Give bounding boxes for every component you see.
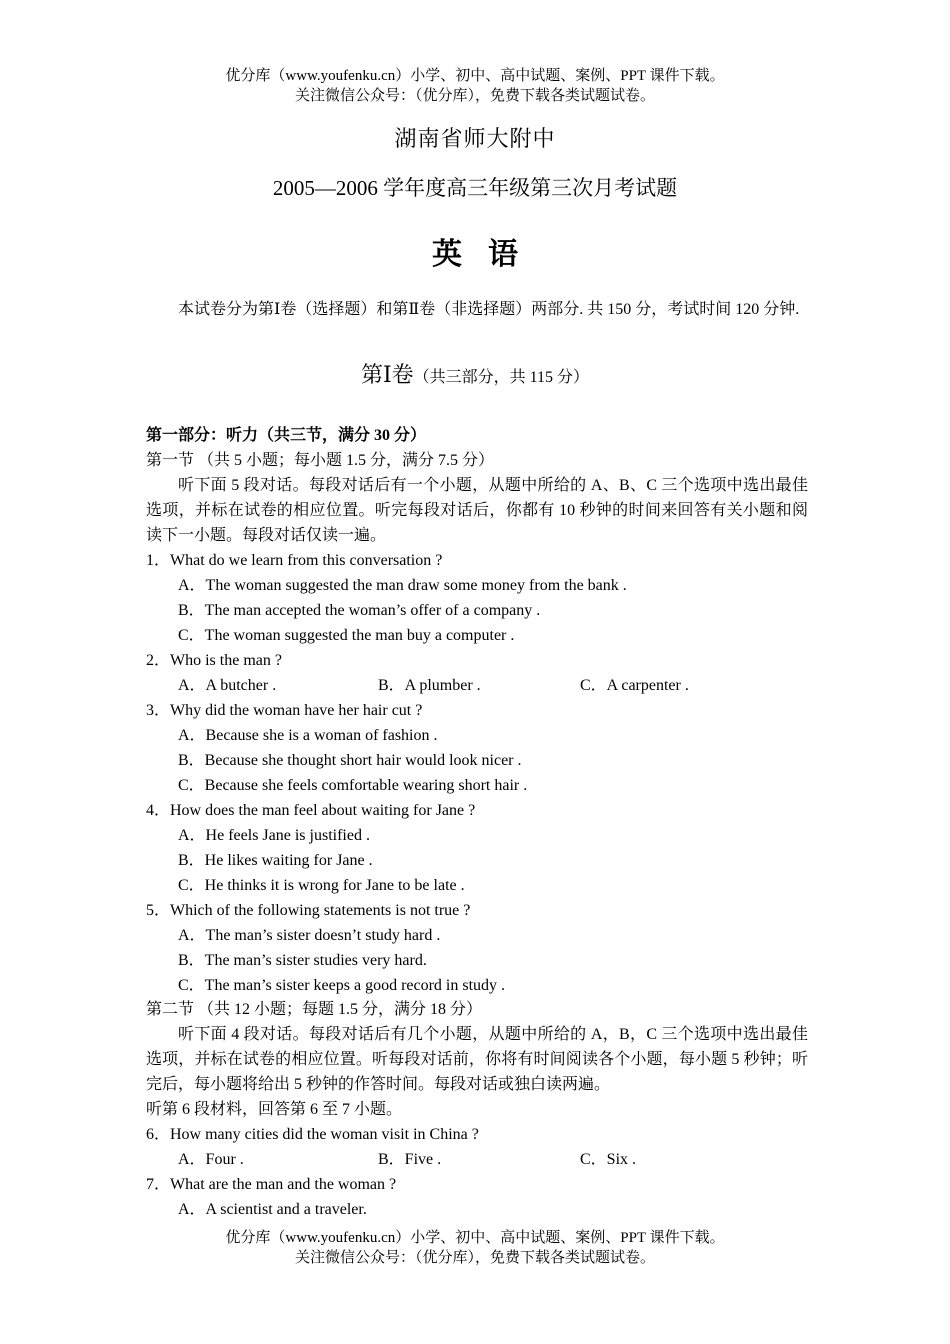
part1-heading: 第一部分：听力（共三节，满分 30 分） [146, 427, 427, 444]
q6-option-a: A．Four . [178, 1151, 244, 1168]
q2-option-c: C．A carpenter . [580, 677, 689, 694]
section1-heading: 第一节 （共 5 小题；每小题 1.5 分，满分 7.5 分） [146, 452, 495, 469]
q5-option-c: C．The man’s sister keeps a good record in study . [178, 977, 506, 994]
footer-line-1: 优分库（www.youfenku.cn）小学、初中、高中试题、案例、PPT 课件下载。 [225, 1230, 725, 1246]
q5-option-b: B．The man’s sister studies very hard. [178, 952, 427, 969]
question-3: 3．Why did the woman have her hair cut ? [146, 702, 423, 719]
q1-option-c: C．The woman suggested the man buy a computer . [178, 627, 515, 644]
header-line-1: 优分库（www.youfenku.cn）小学、初中、高中试题、案例、PPT 课件下载。 [225, 68, 725, 84]
question-7: 7．What are the man and the woman ? [146, 1176, 397, 1193]
question-5: 5．Which of the following statements is not true ? [146, 902, 471, 919]
header-line-2: 关注微信公众号：（优分库），免费下载各类试题试卷。 [294, 88, 655, 104]
section2-material: 听第 6 段材料，回答第 6 至 7 小题。 [146, 1101, 403, 1118]
q5-option-a: A．The man’s sister doesn’t study hard . [178, 927, 441, 944]
q3-option-c: C．Because she feels comfortable wearing short hair . [178, 777, 528, 794]
q4-option-c: C．He thinks it is wrong for Jane to be late . [178, 877, 465, 894]
q3-option-a: A．Because she is a woman of fashion . [178, 727, 438, 744]
q4-option-a: A．He feels Jane is justified . [178, 827, 370, 844]
section1-instructions: 听下面 5 段对话。每段对话后有一个小题，从题中所给的 A、B、C 三个选项中选出最佳选项，并标在试卷的相应位置。听完每段对话后，你都有 10 秒钟的时间来回答有关小题和阅读下一小题。每段对话仅读一遍。 [146, 477, 808, 544]
question-2: 2．Who is the man ? [146, 652, 282, 669]
question-6: 6．How many cities did the woman visit in China ? [146, 1126, 479, 1143]
subject-title: 英语 [432, 238, 544, 271]
volume-heading [0, 358, 950, 389]
exam-intro: 本试卷分为第Ⅰ卷（选择题）和第Ⅱ卷（非选择题）两部分. 共 150 分，考试时间 120 分钟. [178, 301, 800, 318]
q1-option-b: B．The man accepted the woman’s offer of a company . [178, 602, 541, 619]
q2-option-b: B．A plumber . [378, 677, 481, 694]
volume-label: 第Ⅰ卷 [360, 362, 414, 387]
q4-option-b: B．He likes waiting for Jane . [178, 852, 373, 869]
volume-note: （共三部分，共 115 分） [413, 369, 590, 386]
section2-heading: 第二节 （共 12 小题；每题 1.5 分，满分 18 分） [146, 1001, 483, 1018]
q2-option-a: A．A butcher . [178, 677, 277, 694]
footer-line-2: 关注微信公众号：（优分库），免费下载各类试题试卷。 [294, 1250, 655, 1266]
exam-title: 2005—2006 学年度高三年级第三次月考试题 [272, 176, 678, 200]
q6-option-b: B．Five . [378, 1151, 442, 1168]
q1-option-a: A．The woman suggested the man draw some money from the bank . [178, 577, 627, 594]
q6-option-c: C．Six . [580, 1151, 637, 1168]
q3-option-b: B．Because she thought short hair would look nicer . [178, 752, 522, 769]
section2-instructions: 听下面 4 段对话。每段对话后有几个小题，从题中所给的 A，B，C 三个选项中选出最佳选项，并标在试卷的相应位置。听每段对话前，你将有时间阅读各个小题，每小题 5 秒钟；听完后，每小题将给出 5 秒钟的作答时间。每段对话或独白读两遍。 [146, 1026, 808, 1093]
question-1: 1．What do we learn from this conversation ? [146, 552, 443, 569]
school-title: 湖南省师大附中 [394, 126, 556, 151]
q7-option-a: A．A scientist and a traveler. [178, 1201, 367, 1218]
question-4: 4．How does the man feel about waiting for Jane ? [146, 802, 476, 819]
